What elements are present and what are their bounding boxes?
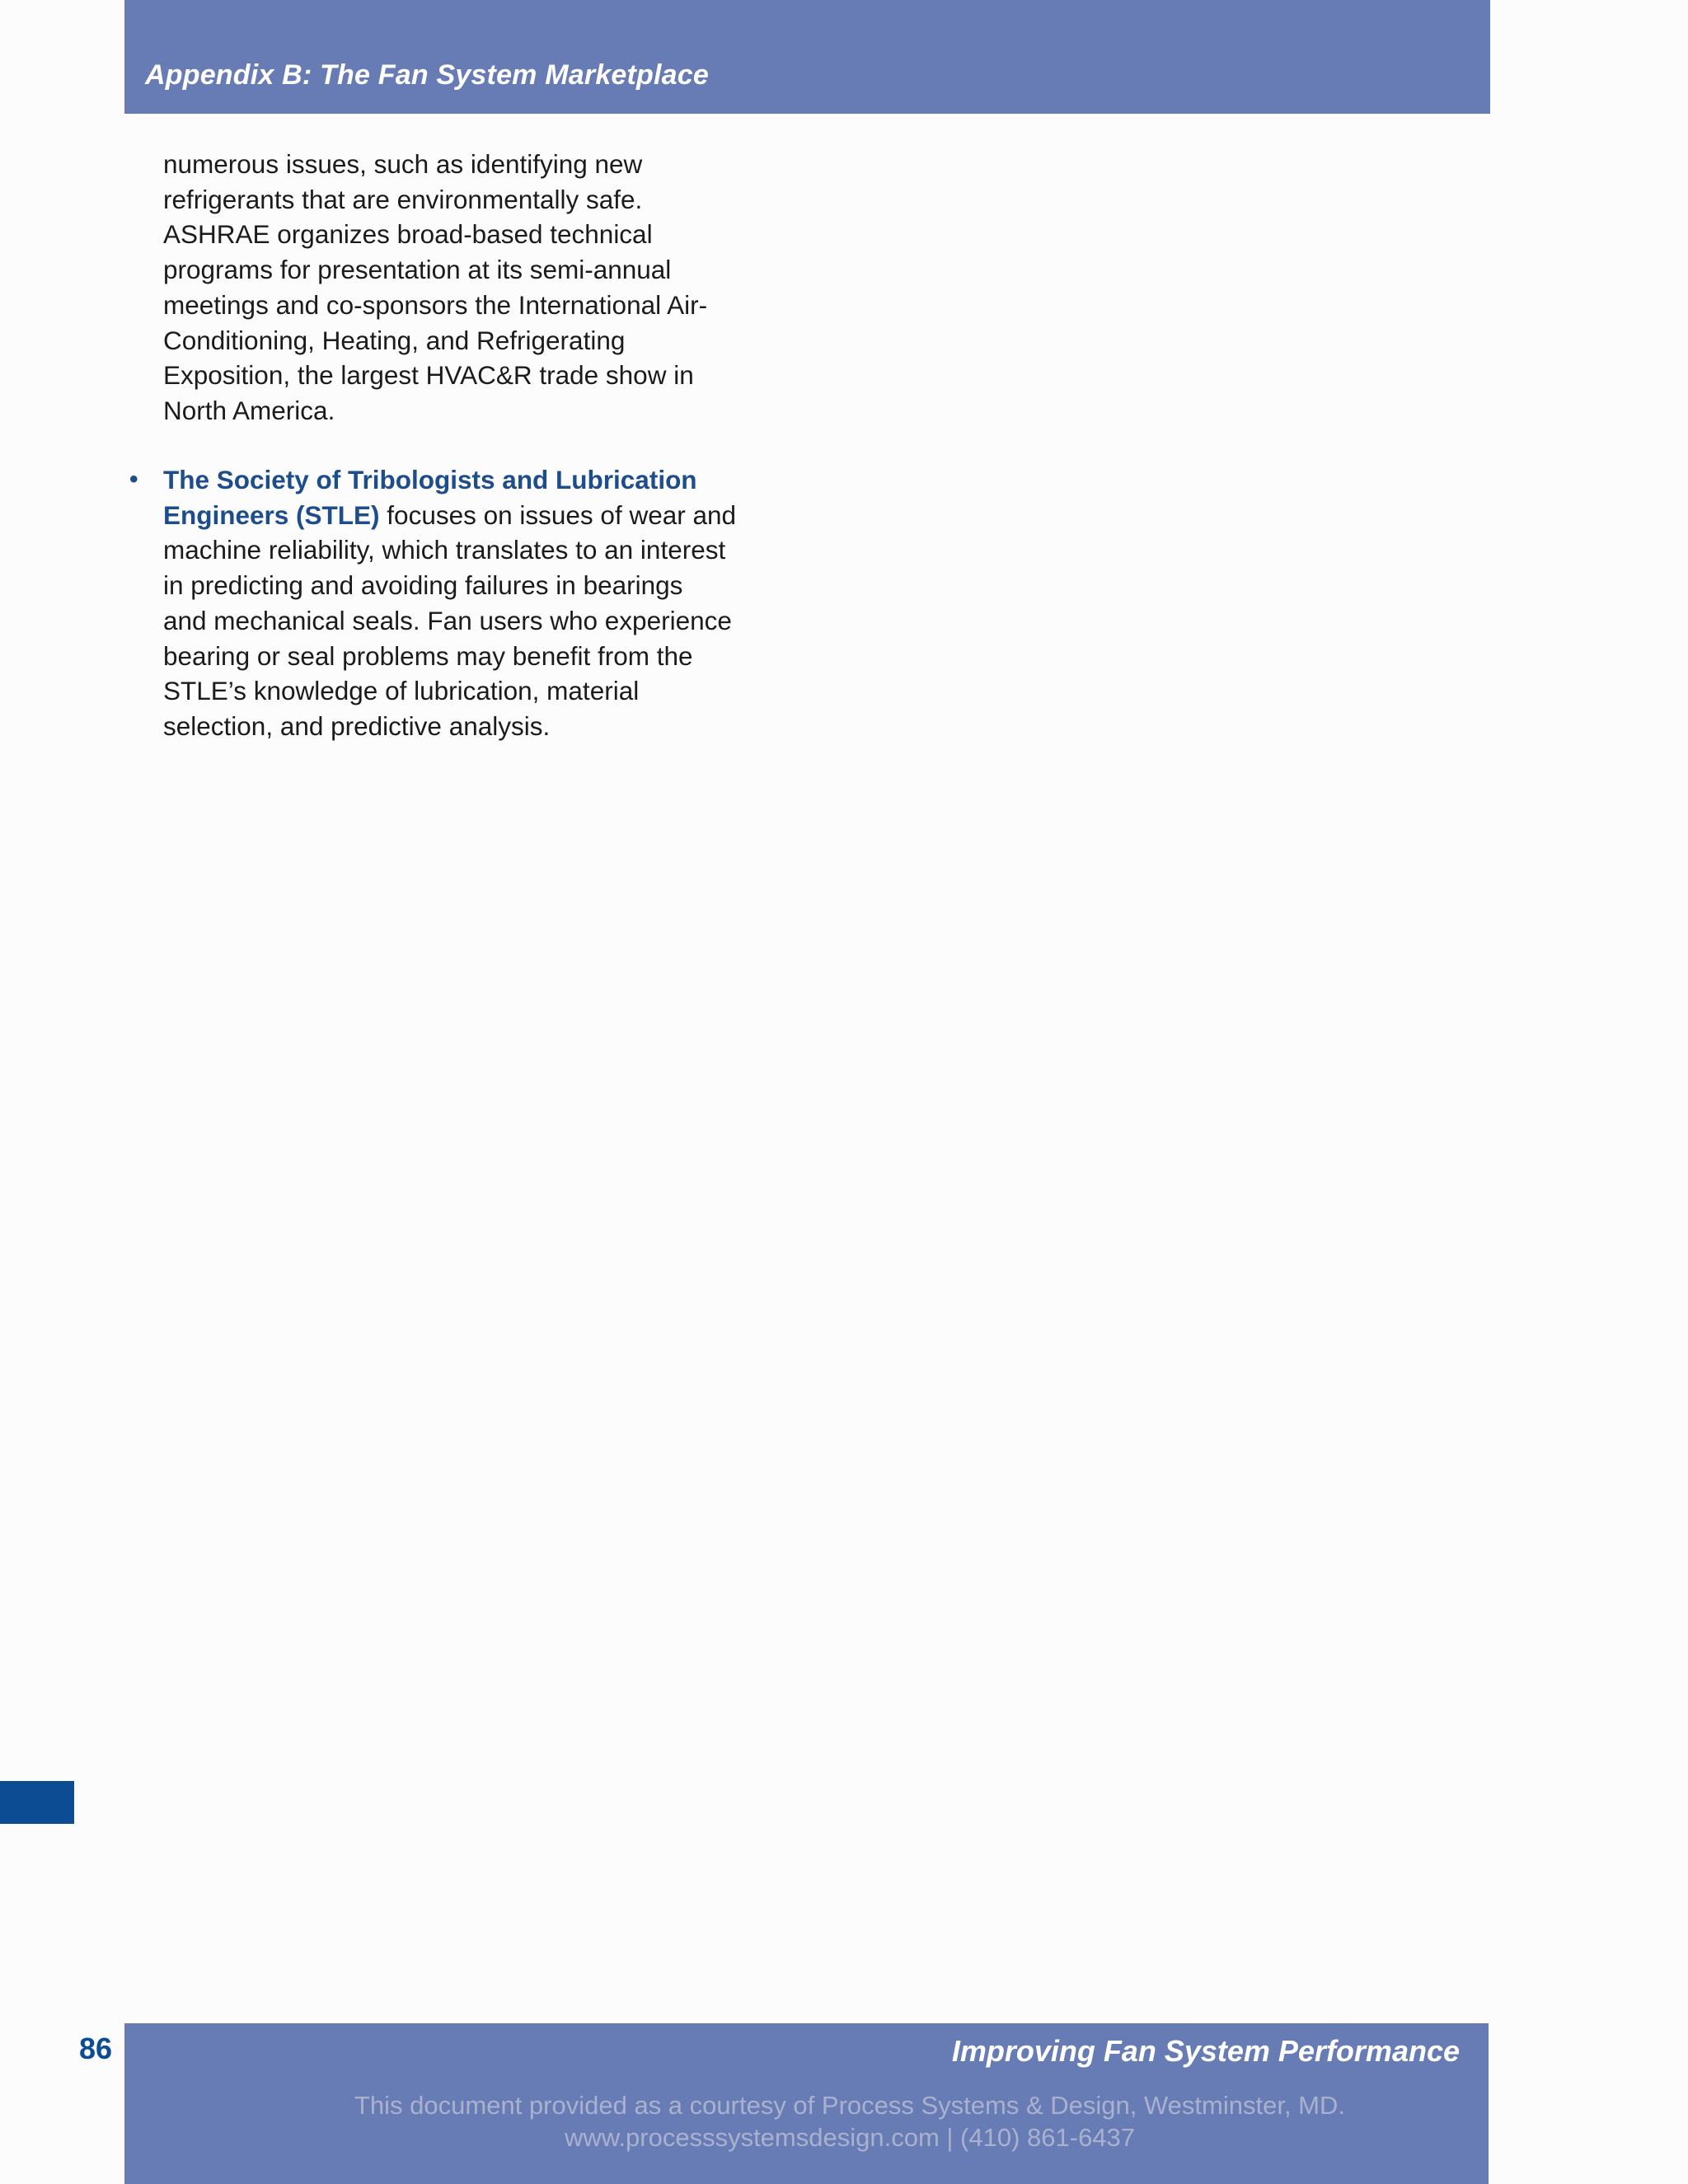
organization-name: The Society of Tribologists and Lubrication (163, 465, 697, 494)
text-line: meetings and co-sponsors the International Air- (163, 289, 708, 320)
text-line: Conditioning, Heating, and Refrigerating (163, 325, 626, 355)
text-line: and mechanical seals. Fan users who experience (163, 605, 732, 635)
text-line: STLE’s knowledge of lubrication, material (163, 676, 640, 706)
text-line: North America. (163, 395, 335, 425)
text-line: Exposition, the largest HVAC&R trade show in (163, 360, 694, 391)
body-paragraph (163, 147, 790, 429)
text-line: ASHRAE organizes broad-based technical (163, 219, 653, 250)
page-number: 86 (79, 2032, 113, 2065)
header-band (124, 0, 1490, 114)
section-tab-marker (0, 1781, 74, 1824)
bullet-item-stle (129, 462, 790, 744)
document-title: Improving Fan System Performance (951, 2034, 1460, 2068)
text-line (163, 498, 790, 533)
courtesy-notice: This document provided as a courtesy of Process Systems & Design, Westminster, MD. (354, 2091, 1345, 2120)
text-line: machine reliability, which translates to an interest (163, 535, 726, 565)
text-line: programs for presentation at its semi-annual (163, 255, 672, 285)
text-line: refrigerants that are environmentally safe. (163, 184, 643, 214)
bullet-icon: • (129, 466, 138, 493)
organization-name-abbrev: Engineers (STLE) (163, 499, 380, 530)
text-line: numerous issues, such as identifying new (163, 149, 643, 179)
section-title: Appendix B: The Fan System Marketplace (145, 59, 709, 91)
courtesy-contact: www.processsystemsdesign.com | (410) 861-6437 (564, 2123, 1136, 2152)
text-line: bearing or seal problems may benefit from the (163, 640, 693, 671)
text-line: in predicting and avoiding failures in bearings (163, 570, 683, 601)
footer-band (124, 2023, 1489, 2184)
text-line: selection, and predictive analysis. (163, 710, 551, 741)
text-fragment: focuses on issues of wear and (379, 499, 737, 530)
